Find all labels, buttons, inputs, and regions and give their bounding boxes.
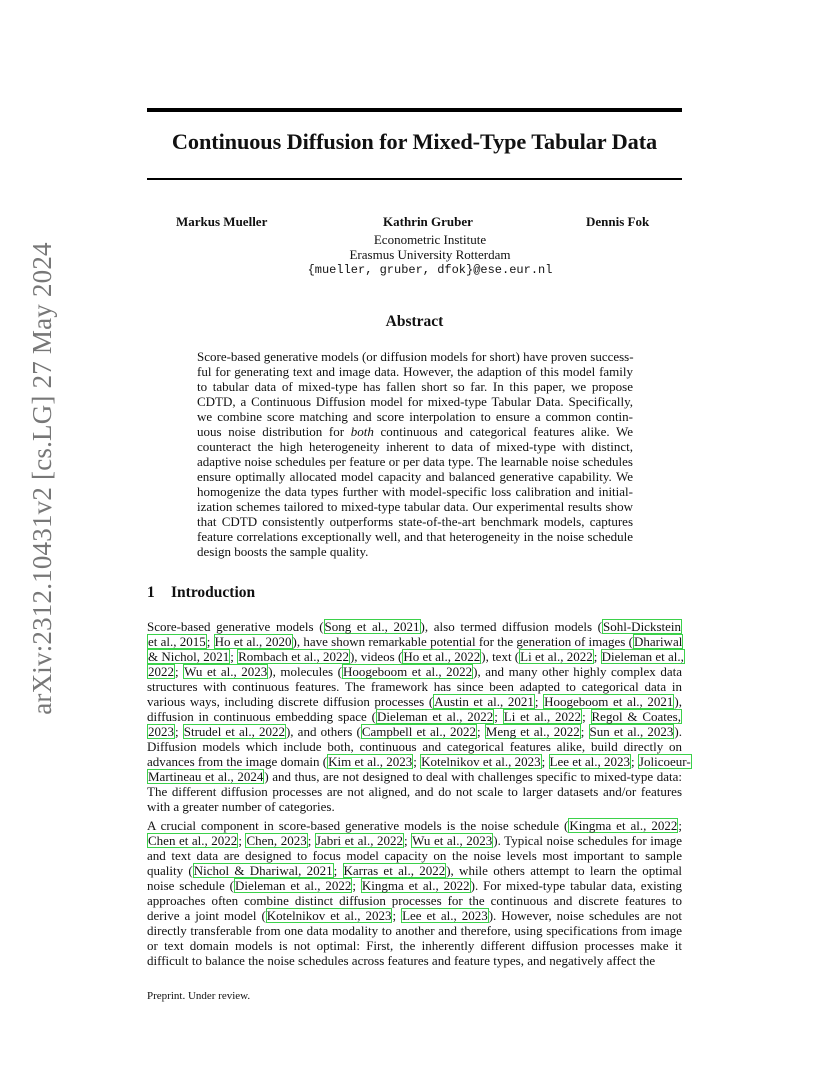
citation-link[interactable]: Dieleman et al., <box>601 649 684 664</box>
text-line: and text data are designed to focus model capacity on the noise levels most important to sample <box>147 848 682 863</box>
citation-link[interactable]: Martineau et al., 2024 <box>148 769 264 784</box>
author-1: Markus Mueller <box>176 214 268 229</box>
citation-link[interactable]: Song et al., 2021 <box>324 619 420 634</box>
paper-title: Continuous Diffusion for Mixed-Type Tabular Data <box>171 129 658 154</box>
text-line: noise schedule (Dieleman et al., 2022; Kingma et al., 2022). For mixed-type tabular data, existing <box>147 878 682 893</box>
citation-link[interactable]: Chen et al., 2022 <box>148 833 238 848</box>
title-top-rule <box>147 108 682 112</box>
text-line: diffusion in continuous embedding space (Dieleman et al., 2022; Li et al., 2022; Regol & Coates, <box>147 709 681 724</box>
abstract-line: we combine score matching and score interpolation to ensure a common contin- <box>197 409 633 424</box>
text-line: Diffusion models which include both, continuous and categorical features alike, build directly on <box>147 739 682 754</box>
citation-link[interactable]: Hoogeboom et al., 2021 <box>544 694 674 709</box>
abstract-line: uous noise distribution for both continuous and categorical features alike. We <box>197 424 633 439</box>
section-heading <box>147 584 255 602</box>
arxiv-identifier-text: arXiv:2312.10431v2 [cs.LG] 27 May 2024 <box>26 241 57 715</box>
title-bottom-rule <box>147 178 682 180</box>
citation-link[interactable]: Regol & Coates, <box>591 709 681 724</box>
citation-link[interactable]: Austin et al., 2021 <box>434 694 534 709</box>
intro-paragraph-2 <box>147 818 682 968</box>
citation-link[interactable]: Kotelnikov et al., 2023 <box>421 754 541 769</box>
text-line: 2023; Strudel et al., 2022), and others (Campbell et al., 2022; Meng et al., 2022; Sun et al., 2023). <box>148 724 682 739</box>
abstract-heading: Abstract <box>385 313 444 330</box>
citation-link[interactable]: Campbell et al., 2022 <box>361 724 477 739</box>
text-line: with a greater number of categories. <box>147 799 335 814</box>
citation-link[interactable]: Strudel et al., 2022 <box>183 724 285 739</box>
text-line: derive a joint model (Kotelnikov et al., 2023; Lee et al., 2023). However, noise schedules are not <box>147 908 682 923</box>
citation-link[interactable]: Meng et al., 2022 <box>485 724 580 739</box>
arxiv-identifier <box>22 241 62 715</box>
text-line: or text domain models is not optimal: First, the inherently different diffusion processes make it <box>147 938 682 953</box>
abstract-line: feature correlations exceptionally well, and that heterogeneity in the noise schedule <box>197 529 633 544</box>
citation-link[interactable]: Dieleman et al., 2022 <box>377 709 494 724</box>
citation-link[interactable]: Rombach et al., 2022 <box>238 649 349 664</box>
abstract-line: CDTD, a Continuous Diffusion model for mixed-type Tabular Data. Specifically, <box>197 394 633 409</box>
abstract-line: to tabular data of mixed-type has fallen short so far. In this paper, we propose <box>197 379 633 394</box>
citation-link[interactable]: Hoogeboom et al., 2022 <box>343 664 473 679</box>
citation-link[interactable]: Lee et al., 2023 <box>549 754 631 769</box>
text-line: A crucial component in score-based generative models is the noise schedule (Kingma et al., 2022; <box>147 818 682 833</box>
citation-link[interactable]: Jolicoeur- <box>638 754 691 769</box>
abstract-line: ensure optimally allocated model capacity and balanced generative capability. We <box>197 469 633 484</box>
citation-link[interactable]: Li et al., 2022 <box>503 709 582 724</box>
intro-paragraph-1 <box>147 619 691 814</box>
abstract-line: that CDTD consistently outperforms state-of-the-art benchmark models, captures <box>197 514 633 529</box>
citation-link[interactable]: Dhariwal <box>633 634 683 649</box>
citation-link[interactable]: Kim et al., 2023 <box>328 754 413 769</box>
text-line: Score-based generative models (Song et al., 2021), also termed diffusion models (Sohl-Dickstein <box>147 619 682 634</box>
citation-link[interactable]: Dieleman et al., 2022 <box>234 878 352 893</box>
text-line: quality (Nichol & Dhariwal, 2021; Karras et al., 2022), while others attempt to learn the optimal <box>147 863 682 878</box>
citation-link[interactable]: Wu et al., 2023 <box>412 833 493 848</box>
text-line: various ways, including discrete diffusion processes (Austin et al., 2021; Hoogeboom et al., 2021), <box>147 694 682 709</box>
citation-link[interactable]: Kotelnikov et al., 2023 <box>266 908 392 923</box>
text-line: difficult to balance the noise schedules across features and feature types, and negatively affect the <box>147 953 656 968</box>
abstract-line: counteract the high heterogeneity inherent to data of mixed-type with distinct, <box>197 439 633 454</box>
author-3: Dennis Fok <box>586 214 650 229</box>
affiliation-institute: Econometric Institute <box>373 232 487 247</box>
abstract-line: ful for generating text and image data. However, the adaption of this model family <box>197 364 633 379</box>
citation-link[interactable]: Kingma et al., 2022 <box>361 878 470 893</box>
abstract-line: design boosts the sample quality. <box>197 544 369 559</box>
affiliation-university: Erasmus University Rotterdam <box>349 247 511 262</box>
author-emails: {mueller, gruber, dfok}@ese.eur.nl <box>307 263 553 277</box>
citation-link[interactable]: Nichol & Dhariwal, 2021 <box>193 863 333 878</box>
citation-link[interactable]: Wu et al., 2023 <box>184 664 268 679</box>
citation-link[interactable]: & Nichol, 2021 <box>148 649 230 664</box>
citation-link[interactable]: Sun et al., 2023 <box>589 724 674 739</box>
citation-link[interactable]: Chen, 2023 <box>246 833 307 848</box>
abstract-line: adaptive noise schedules per feature or per data type. The learnable noise schedules <box>197 454 633 469</box>
abstract-line: homogenize the data types further with model-specific loss calibration and initial- <box>197 484 633 499</box>
citation-link[interactable]: et al., 2015 <box>148 634 206 649</box>
citation-link[interactable]: Kingma et al., 2022 <box>569 818 678 833</box>
footer-note: Preprint. Under review. <box>147 990 251 1002</box>
citation-link[interactable]: Lee et al., 2023 <box>402 908 488 923</box>
text-line: advances from the image domain (Kim et al., 2023; Kotelnikov et al., 2023; Lee et al., 2023; Jolicoeur- <box>147 754 691 769</box>
citation-link[interactable]: Ho et al., 2020 <box>214 634 292 649</box>
citation-link[interactable]: Karras et al., 2022 <box>343 863 446 878</box>
abstract-line: ization schemes tailored to mixed-type tabular data. Our experimental results show <box>197 499 633 514</box>
text-line: The different diffusion processes are not aligned, and do not scale to larger datasets and/or features <box>147 784 682 799</box>
section-title: Introduction <box>171 584 256 601</box>
author-2: Kathrin Gruber <box>383 214 473 229</box>
text-line: & Nichol, 2021; Rombach et al., 2022), videos (Ho et al., 2022), text (Li et al., 2022; Dieleman et al., <box>148 649 684 664</box>
abstract-body <box>197 349 633 559</box>
text-line: 2022; Wu et al., 2023), molecules (Hoogeboom et al., 2022), and many other highly complex data <box>148 664 682 679</box>
citation-link[interactable]: Jabri et al., 2022 <box>315 833 403 848</box>
citation-link[interactable]: Li et al., 2022 <box>520 649 593 664</box>
text-line: Chen et al., 2022; Chen, 2023; Jabri et al., 2022; Wu et al., 2023). Typical noise schedules for image <box>148 833 682 848</box>
text-line: structures with continuous features. The framework has since been adapted to categorical data in <box>147 679 682 694</box>
citation-link[interactable]: Sohl-Dickstein <box>603 619 682 634</box>
text-line: directly transferable from one data modality to another and therefore, using specifications from image <box>147 923 682 938</box>
text-line: Martineau et al., 2024) and thus, are not designed to deal with challenges specific to mixed-type data: <box>148 769 683 784</box>
abstract-line: Score-based generative models (or diffusion models for short) have proven success- <box>197 349 634 364</box>
text-line: et al., 2015; Ho et al., 2020), have shown remarkable potential for the generation of images (Dhariwal <box>148 634 683 649</box>
citation-link[interactable]: 2023 <box>148 724 174 739</box>
citation-link[interactable]: Ho et al., 2022 <box>403 649 481 664</box>
section-number: 1 <box>147 584 155 601</box>
text-line: approaches often combine distinct diffusion processes for the continuous and discrete features to <box>147 893 682 908</box>
citation-link[interactable]: 2022 <box>148 664 174 679</box>
